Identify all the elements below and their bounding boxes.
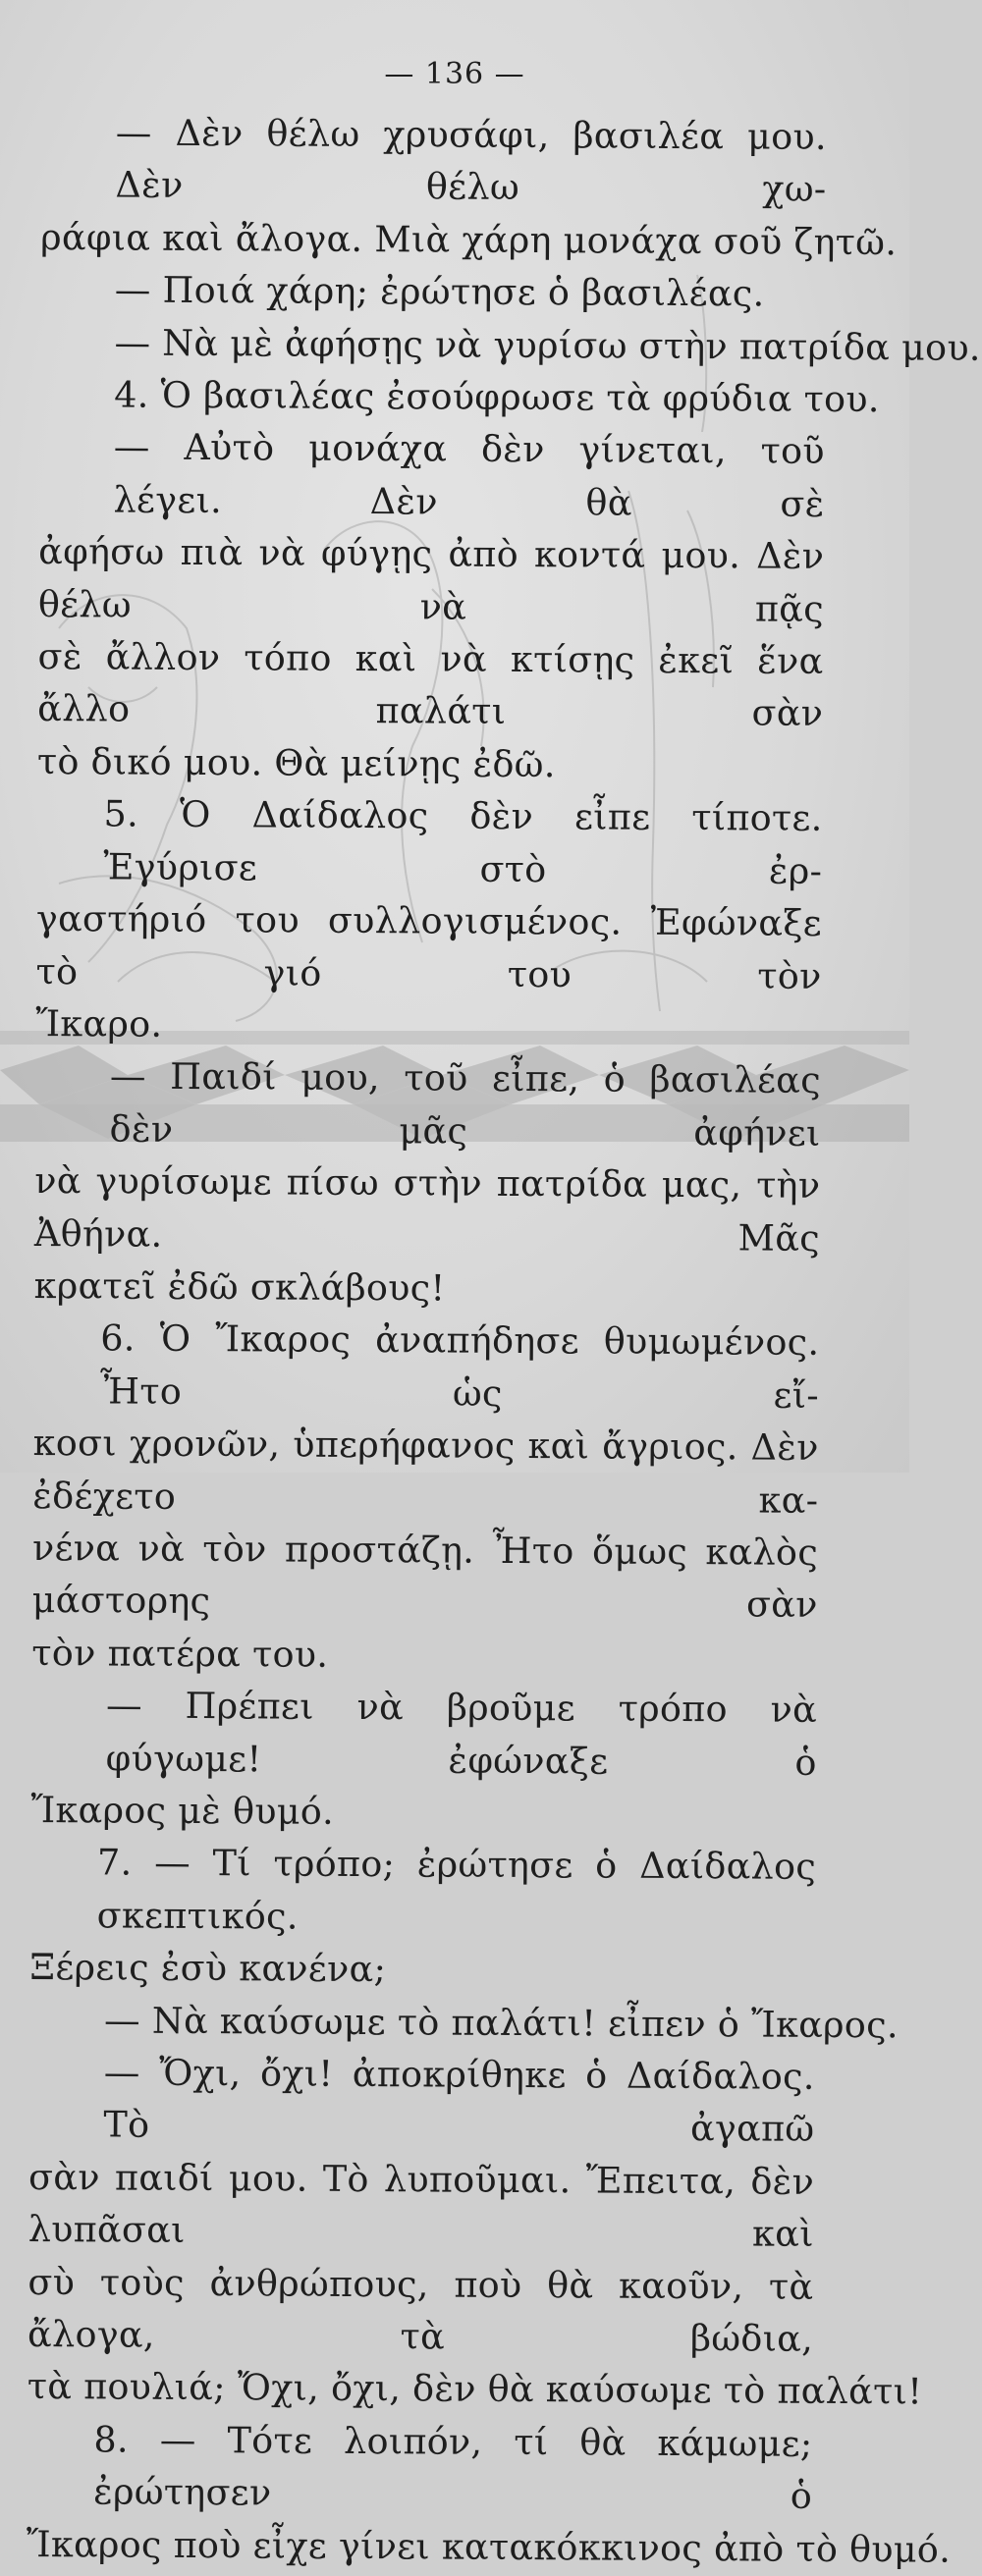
text-line: τὸν πατέρα του. <box>31 1631 329 1676</box>
text-line: τὸ δικό μου. Θὰ μείνῃς ἐδῶ. <box>36 739 556 786</box>
text-line: ράφια καὶ ἄλογα. Μιὰ χάρη μονάχα σοῦ ζητῶ. <box>40 215 898 264</box>
text-line: Ἴκαρος μὲ θυμό. <box>30 1788 335 1833</box>
text-line: — Νὰ καύσωμε τὸ παλάτι! εἶπεν ὁ Ἴκαρος. <box>103 1999 899 2046</box>
text-line: ἀφήσω πιὰ νὰ φύγῃς ἀπὸ κοντά μου. Δὲν θέλω νὰ πᾷς <box>37 530 825 630</box>
text-line: κρατεῖ ἐδῶ σκλάβους! <box>33 1263 446 1310</box>
text-line: — Ποιά χάρη; ἐρώτησε ὁ βασιλέας. <box>114 268 765 315</box>
text-line: 7. — Τί τρόπο; ἐρώτησε ὁ Δαίδαλος σκεπτικός. <box>96 1841 817 1938</box>
text-line: — Αὐτὸ μονάχα δὲν γίνεται, τοῦ λέγει. Δὲν θὰ σὲ <box>113 425 825 525</box>
text-line: σὺ τοὺς ἀνθρώπους, ποὺ θὰ καοῦν, τὰ ἄλογα, τὰ βώδια, <box>27 2260 814 2360</box>
text-line: τὰ πουλιά; Ὄχι, ὄχι, δὲν θὰ καύσωμε τὸ παλάτι! <box>27 2365 923 2413</box>
body-text <box>26 106 981 2575</box>
text-line: — Δὲν θέλω χρυσάφι, βασιλέα μου. Δὲν θέλω χω- <box>115 111 827 211</box>
text-line: 5. Ὁ Δαίδαλος δὲν εἶπε τίποτε. Ἐγύρισε στὸ ἐρ- <box>103 792 823 892</box>
text-line: Ξέρεις ἐσὺ κανένα; <box>29 1946 387 1991</box>
text-line: σὲ ἄλλον τόπο καὶ νὰ κτίσῃς ἐκεῖ ἕνα ἄλλο παλάτι σὰν <box>37 635 824 735</box>
text-line: κοσι χρονῶν, ὑπερήφανος καὶ ἄγριος. Δὲν ἐδέχετο κα- <box>32 1422 819 1522</box>
text-line: — Ὄχι, ὄχι! ἀποκρίθηκε ὁ Δαίδαλος. Τὸ ἀγαπῶ <box>103 2051 815 2151</box>
text-line: Ἴκαρος ποὺ εἶχε γίνει κατακόκκινος ἀπὸ τὸ θυμό. <box>26 2522 952 2571</box>
text-line: νένα νὰ τὸν προστάζῃ. Ἦτο ὅμως καλὸς μάστορης σὰν <box>31 1526 819 1627</box>
text-line: νὰ γυρίσωμε πίσω στὴν πατρίδα μας, τὴν Ἀθήνα. Μᾶς <box>33 1159 821 1260</box>
text-line: σὰν παιδί μου. Τὸ λυποῦμαι. Ἔπειτα, δὲν λυπᾶσαι καὶ <box>27 2155 815 2256</box>
text-line: — Παιδί μου, τοῦ εἶπε, ὁ βασιλέας δὲν μᾶς ἀφήνει <box>109 1054 822 1154</box>
text-line: 4. Ὁ βασιλέας ἐσούφρωσε τὰ φρύδια του. <box>114 373 880 421</box>
text-line: — Πρέπει νὰ βροῦμε τρόπο νὰ φύγωμε! ἐφώναξε ὁ <box>105 1684 818 1784</box>
text-line: Ἴκαρο. <box>35 1001 163 1046</box>
text-line: 6. Ὁ Ἴκαρος ἀναπήδησε θυμωμένος. Ἦτο ὡς εἴ- <box>99 1316 820 1417</box>
text-line: — Νὰ μὲ ἀφήσῃς νὰ γυρίσω στὴν πατρίδα μου. <box>114 321 981 369</box>
text-line: 8. — Τότε λοιπόν, τί θὰ κάμωμε; ἐρώτησεν ὁ <box>93 2418 813 2518</box>
text-line: γαστήριό του συλλογισμένος. Ἐφώναξε τὸ γιό του τὸν <box>35 897 823 997</box>
page-number: — 136 — <box>384 57 525 91</box>
